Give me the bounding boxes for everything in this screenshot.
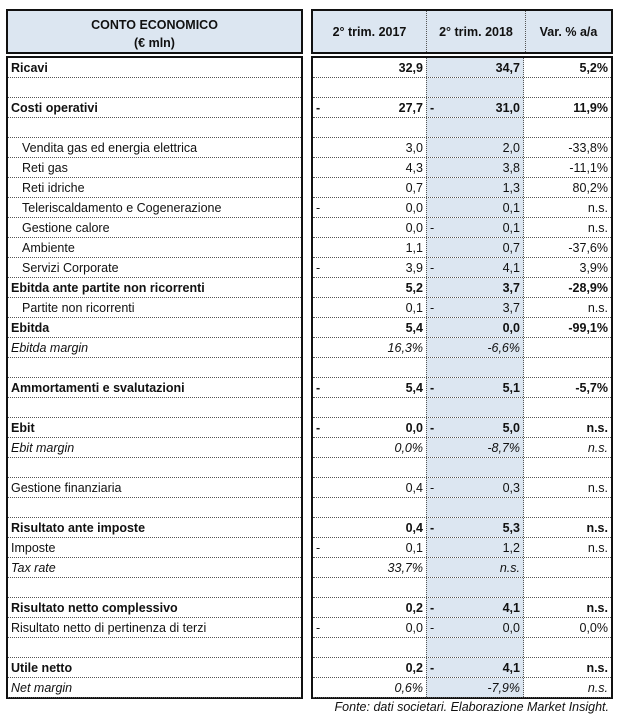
value-2017 [313,438,426,457]
row-label: Servizi Corporate [22,261,119,275]
value-var [524,298,611,317]
value-var [524,418,611,437]
value-row [313,378,611,398]
value-row [313,398,611,418]
value-2017 [313,218,426,237]
value: 4,1 [502,601,520,615]
value-row [313,98,611,118]
sign: - [316,101,321,115]
value-2018 [426,118,524,137]
label-row [8,158,301,178]
value: 0,0% [579,621,608,635]
label-row [8,578,301,598]
value-row [313,78,611,98]
label-row [8,638,301,658]
value-2018 [426,458,524,477]
value: n.s. [587,481,608,495]
value-row [313,638,611,658]
sign: - [316,201,321,215]
label-row [8,498,301,518]
value-row [313,298,611,318]
value-var [524,658,611,677]
label-row [8,218,301,238]
sign: - [430,621,435,635]
value-row [313,58,611,78]
value-row [313,498,611,518]
value: 0,1 [502,201,520,215]
sign: - [430,421,435,435]
label-row [8,198,301,218]
value: 27,7 [398,101,423,115]
row-label: Gestione calore [22,221,110,235]
value-var [524,58,611,77]
value-var [524,598,611,617]
row-label: Tax rate [11,561,56,575]
value-var [524,558,611,577]
value: -6,6% [487,341,520,355]
value-2017 [313,58,426,77]
value-var [524,138,611,157]
value-row [313,218,611,238]
value-2017 [313,378,426,397]
value: 1,2 [502,541,520,555]
value-2017 [313,498,426,517]
value-2017 [313,358,426,377]
value-2017 [313,478,426,497]
value: -11,1% [569,161,608,175]
value: 3,9 [405,261,423,275]
value-row [313,418,611,438]
value-var [524,318,611,337]
row-label: Reti gas [22,161,68,175]
value-row [313,578,611,598]
value: n.s. [587,681,608,695]
label-row [8,298,301,318]
title-line1: CONTO ECONOMICO [91,18,218,32]
value-2018 [426,218,524,237]
row-label: Risultato netto complessivo [11,601,178,615]
value-var [524,478,611,497]
value: 0,0 [405,421,423,435]
label-row [8,258,301,278]
value-2017 [313,158,426,177]
value: 5,0 [502,421,520,435]
value-2018 [426,418,524,437]
value-var [524,158,611,177]
value-2018 [426,338,524,357]
label-row [8,478,301,498]
value: n.s. [499,561,520,575]
row-label: Gestione finanziaria [11,481,122,495]
label-row [8,518,301,538]
row-label: Ebitda ante partite non ricorrenti [11,281,205,295]
value-2017 [313,538,426,557]
value-2017 [313,458,426,477]
value-var [524,438,611,457]
row-label: Net margin [11,681,73,695]
value-var [524,198,611,217]
label-row [8,438,301,458]
value-2018 [426,538,524,557]
label-row [8,238,301,258]
row-label: Vendita gas ed energia elettrica [22,141,198,155]
value: 3,7 [502,301,520,315]
value: 0,6% [394,681,423,695]
value-row [313,118,611,138]
values-table [311,56,613,699]
value-2017 [313,178,426,197]
row-label: Ammortamenti e svalutazioni [11,381,185,395]
value-2017 [313,138,426,157]
label-row [8,678,301,698]
row-label: Ebit margin [11,441,75,455]
value-2018 [426,678,524,697]
value: 4,3 [405,161,423,175]
value: 5,4 [405,381,423,395]
value: 5,2 [405,281,423,295]
value-2018 [426,58,524,77]
label-row [8,558,301,578]
row-label: Ambiente [22,241,75,255]
sign: - [316,621,321,635]
value-row [313,318,611,338]
value-2018 [426,618,524,637]
value-2017 [313,258,426,277]
value: 1,1 [405,241,423,255]
row-label: Ebitda [11,321,50,335]
value: 3,8 [502,161,520,175]
value: n.s. [586,421,608,435]
value-2018 [426,438,524,457]
value-row [313,458,611,478]
sign: - [430,221,435,235]
value: 80,2% [572,181,608,195]
sign: - [430,301,435,315]
value-var [524,98,611,117]
value-2018 [426,158,524,177]
value: 0,7 [502,241,520,255]
col-var-header: Var. % a/a [539,24,598,39]
sign: - [316,381,321,395]
value-row [313,438,611,458]
value-row [313,158,611,178]
value-row [313,658,611,678]
value-2017 [313,278,426,297]
value: n.s. [587,301,608,315]
value-2017 [313,618,426,637]
value: 0,3 [502,481,520,495]
value-row [313,538,611,558]
value-row [313,258,611,278]
value: -99,1% [568,321,608,335]
row-label: Ebit [11,421,35,435]
value: -28,9% [568,281,608,295]
value-var [524,458,611,477]
row-label: Ricavi [11,61,48,75]
value-2017 [313,598,426,617]
value-var [524,378,611,397]
value-var [524,358,611,377]
value-2018 [426,258,524,277]
label-row [8,458,301,478]
value-2017 [313,98,426,117]
sign: - [430,481,435,495]
value: 0,2 [405,661,423,675]
value-2018 [426,638,524,657]
sign: - [316,541,321,555]
value-2018 [426,658,524,677]
value: n.s. [586,661,608,675]
value-2018 [426,178,524,197]
value-2017 [313,418,426,437]
label-row [8,658,301,678]
label-row [8,618,301,638]
value-var [524,538,611,557]
sign: - [430,261,435,275]
value: 4,1 [502,661,520,675]
value: 1,3 [502,181,520,195]
value: 32,9 [398,61,423,75]
label-row [8,178,301,198]
col-2017-header: 2° trim. 2017 [332,24,407,39]
value-2018 [426,578,524,597]
value-2018 [426,358,524,377]
value: -5,7% [575,381,608,395]
label-row [8,58,301,78]
value-var [524,238,611,257]
value-2018 [426,238,524,257]
value-var [524,678,611,697]
value-2017 [313,578,426,597]
value-2018 [426,278,524,297]
label-row [8,358,301,378]
value-var [524,278,611,297]
value-2018 [426,518,524,537]
value-2017 [313,658,426,677]
value-var [524,178,611,197]
value-2017 [313,198,426,217]
value-2017 [313,638,426,657]
value: -7,9% [487,681,520,695]
label-row [8,118,301,138]
label-row [8,598,301,618]
value: 16,3% [387,341,423,355]
value-2017 [313,338,426,357]
value-var [524,78,611,97]
label-row [8,398,301,418]
row-label: Partite non ricorrenti [22,301,135,315]
value-row [313,678,611,698]
value-2018 [426,198,524,217]
value: n.s. [587,541,608,555]
label-row [8,78,301,98]
value-row [313,198,611,218]
label-row [8,98,301,118]
row-label: Risultato netto di pertinenza di terzi [11,621,207,635]
value-2017 [313,238,426,257]
value: 5,2% [579,61,608,75]
header-title [6,9,303,54]
value: n.s. [587,441,608,455]
value-row [313,238,611,258]
value-var [524,638,611,657]
label-row [8,538,301,558]
value-2018 [426,558,524,577]
header-columns [311,9,613,54]
labels-table [6,56,303,699]
value-2018 [426,138,524,157]
value: 0,1 [502,221,520,235]
value: 0,0 [502,321,520,335]
row-label: Imposte [11,541,56,555]
value-var [524,578,611,597]
value: 2,0 [502,141,520,155]
value-2017 [313,518,426,537]
title-line2: (€ mln) [134,36,175,50]
value-var [524,618,611,637]
value: 0,2 [405,601,423,615]
value: 5,1 [502,381,520,395]
value: 0,1 [405,541,423,555]
value: 0,0 [502,621,520,635]
value: n.s. [586,601,608,615]
row-label: Utile netto [11,661,73,675]
value-2018 [426,378,524,397]
sign: - [430,661,435,675]
value: 0,0% [394,441,423,455]
value-var [524,498,611,517]
value: -8,7% [487,441,520,455]
value: 0,0 [405,201,423,215]
row-label: Costi operativi [11,101,98,115]
value-row [313,518,611,538]
value: -37,6% [568,241,608,255]
value: 3,0 [405,141,423,155]
value-row [313,138,611,158]
value: 0,4 [405,521,423,535]
value: n.s. [586,521,608,535]
value-row [313,338,611,358]
value-2018 [426,598,524,617]
value-var [524,258,611,277]
value-row [313,558,611,578]
value: 33,7% [387,561,423,575]
label-row [8,278,301,298]
sign: - [430,381,435,395]
value-2017 [313,118,426,137]
row-label: Ebitda margin [11,341,89,355]
value-2017 [313,558,426,577]
value-var [524,518,611,537]
value: -33,8% [568,141,608,155]
value: 0,4 [405,481,423,495]
value-row [313,278,611,298]
value-row [313,178,611,198]
value: n.s. [587,221,608,235]
sign: - [430,101,435,115]
value-2017 [313,398,426,417]
value: 11,9% [573,101,608,115]
value-2018 [426,98,524,117]
value: 4,1 [502,261,520,275]
sign: - [316,261,321,275]
value-row [313,598,611,618]
value-2017 [313,318,426,337]
row-label: Reti idriche [22,181,85,195]
row-label: Teleriscaldamento e Cogenerazione [22,201,222,215]
value: 31,0 [495,101,520,115]
value-2018 [426,398,524,417]
value: 0,0 [405,621,423,635]
value-var [524,398,611,417]
row-label: Risultato ante imposte [11,521,146,535]
sign: - [316,421,321,435]
label-row [8,418,301,438]
value-row [313,358,611,378]
value: 0,7 [405,181,423,195]
value-var [524,118,611,137]
label-row [8,318,301,338]
col-2018-header: 2° trim. 2018 [426,11,526,52]
value: 5,3 [502,521,520,535]
value-2017 [313,298,426,317]
value-2018 [426,318,524,337]
value-2018 [426,298,524,317]
label-row [8,378,301,398]
value-row [313,478,611,498]
sign: - [430,521,435,535]
value: 0,1 [405,301,423,315]
value: 3,9% [579,261,608,275]
value-2017 [313,678,426,697]
value-2018 [426,78,524,97]
value-var [524,338,611,357]
sign: - [430,601,435,615]
value: 0,0 [405,221,423,235]
label-row [8,138,301,158]
value: 3,7 [502,281,520,295]
value-2017 [313,78,426,97]
label-row [8,338,301,358]
value-2018 [426,498,524,517]
value: 5,4 [405,321,423,335]
value: 34,7 [495,61,520,75]
value-var [524,218,611,237]
value: n.s. [587,201,608,215]
source-footnote: Fonte: dati societari. Elaborazione Market Insight. [334,700,609,714]
value-2018 [426,478,524,497]
value-row [313,618,611,638]
